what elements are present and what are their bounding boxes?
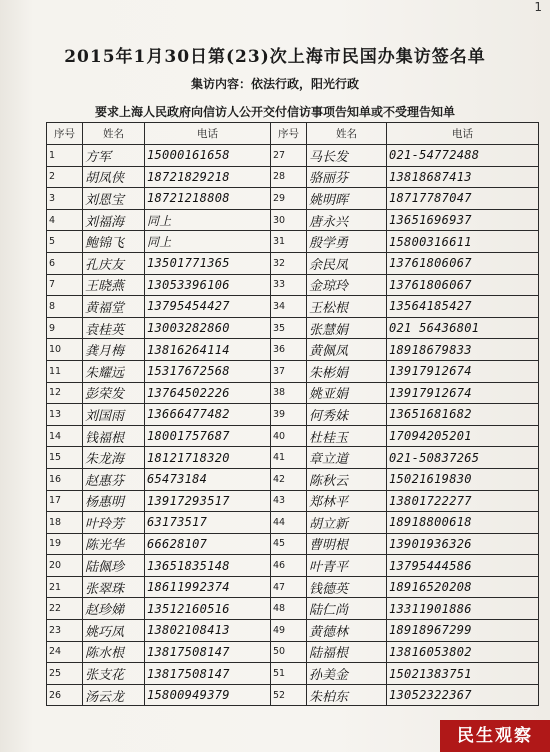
table-row [47,447,539,469]
name-cell: 陈秋云 [307,468,387,490]
name-cell: 胡立新 [307,512,387,534]
name-cell: 陆福根 [307,641,387,663]
name-cell: 姚巧凤 [83,620,145,642]
seq-cell: 30 [271,209,307,231]
table-row [47,231,539,253]
name-cell: 孙美金 [307,663,387,685]
phone-cell: 13053396106 [145,274,271,296]
phone-cell: 13917293517 [145,490,271,512]
name-cell: 王松根 [307,296,387,318]
name-cell: 杨惠明 [83,490,145,512]
seq-cell: 28 [271,166,307,188]
phone-cell: 18611992374 [145,576,271,598]
name-cell: 张翠珠 [83,576,145,598]
seq-cell: 47 [271,576,307,598]
name-cell: 赵惠芬 [83,468,145,490]
seq-cell: 38 [271,382,307,404]
document-subtitle: 集访内容：依法行政，阳光行政 [190,77,359,91]
phone-cell: 13651835148 [145,555,271,577]
column-header-phone-2: 电话 [387,123,539,145]
name-cell: 杜桂玉 [307,425,387,447]
phone-cell: 13817508147 [145,641,271,663]
name-cell: 袁桂英 [83,317,145,339]
table-row [47,274,539,296]
seq-cell: 40 [271,425,307,447]
seq-cell: 25 [47,663,83,685]
seq-cell: 51 [271,663,307,685]
name-cell: 朱柏东 [307,684,387,706]
phone-cell: 13917912674 [387,382,539,404]
table-row [47,663,539,685]
phone-cell: 13795444586 [387,555,539,577]
seq-cell: 8 [47,296,83,318]
phone-cell: 13512160516 [145,598,271,620]
name-cell: 何秀妹 [307,404,387,426]
phone-cell: 13816053802 [387,641,539,663]
seq-cell: 12 [47,382,83,404]
name-cell: 叶青平 [307,555,387,577]
phone-cell: 18121718320 [145,447,271,469]
phone-cell: 13052322367 [387,684,539,706]
table-row [47,404,539,426]
seq-cell: 4 [47,209,83,231]
table-header-row [47,123,539,145]
name-cell: 张支花 [83,663,145,685]
phone-cell: 15021619830 [387,468,539,490]
seq-cell: 34 [271,296,307,318]
name-cell: 骆丽芬 [307,166,387,188]
name-cell: 刘国雨 [83,404,145,426]
seq-cell: 49 [271,620,307,642]
phone-cell: 18918967299 [387,620,539,642]
name-cell: 赵珍娣 [83,598,145,620]
seq-cell: 35 [271,317,307,339]
phone-cell: 13564185427 [387,296,539,318]
phone-cell: 65473184 [145,468,271,490]
name-cell: 刘恩宝 [83,188,145,210]
seq-cell: 50 [271,641,307,663]
seq-cell: 26 [47,684,83,706]
column-header-seq: 序号 [47,123,83,145]
seq-cell: 43 [271,490,307,512]
name-cell: 马长发 [307,145,387,167]
name-cell: 余民凤 [307,252,387,274]
name-cell: 殷学勇 [307,231,387,253]
phone-cell: 021 56436801 [387,317,539,339]
name-cell: 金琼玲 [307,274,387,296]
table-row [47,166,539,188]
seq-cell: 21 [47,576,83,598]
name-cell: 黄佩凤 [307,339,387,361]
watermark-logo: 民生观察 [440,720,550,752]
seq-cell: 33 [271,274,307,296]
table-row [47,425,539,447]
phone-cell: 13761806067 [387,274,539,296]
name-cell: 刘福海 [83,209,145,231]
phone-cell: 13795454427 [145,296,271,318]
seq-cell: 5 [47,231,83,253]
name-cell: 陈光华 [83,533,145,555]
table-row [47,555,539,577]
name-cell: 朱耀远 [83,360,145,382]
name-cell: 陈水根 [83,641,145,663]
table-row [47,468,539,490]
seq-cell: 27 [271,145,307,167]
seq-cell: 3 [47,188,83,210]
seq-cell: 37 [271,360,307,382]
seq-cell: 22 [47,598,83,620]
table-row [47,360,539,382]
phone-cell: 15021383751 [387,663,539,685]
table-row [47,382,539,404]
name-cell: 叶玲芳 [83,512,145,534]
seq-cell: 2 [47,166,83,188]
phone-cell: 18721829218 [145,166,271,188]
phone-cell: 15800316611 [387,231,539,253]
seq-cell: 9 [47,317,83,339]
phone-cell: 13817508147 [145,663,271,685]
seq-cell: 20 [47,555,83,577]
phone-cell: 同上 [145,209,271,231]
table-row [47,641,539,663]
seq-cell: 52 [271,684,307,706]
seq-cell: 29 [271,188,307,210]
seq-cell: 14 [47,425,83,447]
phone-cell: 18001757687 [145,425,271,447]
table-row [47,296,539,318]
table-row [47,252,539,274]
name-cell: 朱龙海 [83,447,145,469]
seq-cell: 15 [47,447,83,469]
name-cell: 陆佩珍 [83,555,145,577]
seq-cell: 48 [271,598,307,620]
phone-cell: 13311901886 [387,598,539,620]
seq-cell: 16 [47,468,83,490]
phone-cell: 13802108413 [145,620,271,642]
name-cell: 鲍锦飞 [83,231,145,253]
phone-cell: 13801722277 [387,490,539,512]
name-cell: 姚亚娟 [307,382,387,404]
seq-cell: 42 [271,468,307,490]
seq-cell: 45 [271,533,307,555]
table-row [47,490,539,512]
name-cell: 曹明根 [307,533,387,555]
table-row [47,576,539,598]
document-title: 2015年1月30日第(23)次上海市民国办集访签名单 [64,47,486,67]
seq-cell: 7 [47,274,83,296]
phone-cell: 18916520208 [387,576,539,598]
phone-cell: 13901936326 [387,533,539,555]
phone-cell: 13764502226 [145,382,271,404]
name-cell: 陆仁尚 [307,598,387,620]
table-row [47,620,539,642]
phone-cell: 13651696937 [387,209,539,231]
seq-cell: 18 [47,512,83,534]
table-row [47,339,539,361]
phone-cell: 66628107 [145,533,271,555]
seq-cell: 6 [47,252,83,274]
column-header-name-2: 姓名 [307,123,387,145]
phone-cell: 13003282860 [145,317,271,339]
seq-cell: 46 [271,555,307,577]
seq-cell: 41 [271,447,307,469]
name-cell: 朱彬娟 [307,360,387,382]
phone-cell: 15000161658 [145,145,271,167]
column-header-seq-2: 序号 [271,123,307,145]
phone-cell: 13818687413 [387,166,539,188]
table-row [47,317,539,339]
name-cell: 汤云龙 [83,684,145,706]
seq-cell: 1 [47,145,83,167]
phone-cell: 13501771365 [145,252,271,274]
name-cell: 黄德林 [307,620,387,642]
seq-cell: 24 [47,641,83,663]
seq-cell: 32 [271,252,307,274]
document-notice: 要求上海人民政府向信访人公开交付信访事项告知单或不受理告知单 [94,105,455,119]
name-cell: 张慧娟 [307,317,387,339]
phone-cell: 13917912674 [387,360,539,382]
name-cell: 胡凤侠 [83,166,145,188]
phone-cell: 021-54772488 [387,145,539,167]
name-cell: 钱福根 [83,425,145,447]
name-cell: 章立道 [307,447,387,469]
seq-cell: 36 [271,339,307,361]
phone-cell: 17094205201 [387,425,539,447]
name-cell: 钱德英 [307,576,387,598]
name-cell: 唐永兴 [307,209,387,231]
name-cell: 郑林平 [307,490,387,512]
phone-cell: 13761806067 [387,252,539,274]
seq-cell: 10 [47,339,83,361]
table-row [47,209,539,231]
phone-cell: 18721218808 [145,188,271,210]
phone-cell: 同上 [145,231,271,253]
seq-cell: 17 [47,490,83,512]
name-cell: 姚明晖 [307,188,387,210]
phone-cell: 63173517 [145,512,271,534]
phone-cell: 13816264114 [145,339,271,361]
page-corner-mark: 1 [534,0,542,14]
name-cell: 龚月梅 [83,339,145,361]
phone-cell: 18717787047 [387,188,539,210]
table-row [47,188,539,210]
seq-cell: 13 [47,404,83,426]
name-cell: 孔庆友 [83,252,145,274]
phone-cell: 18918800618 [387,512,539,534]
seq-cell: 39 [271,404,307,426]
phone-cell: 15800949379 [145,684,271,706]
table-row [47,512,539,534]
table-row [47,684,539,706]
phone-cell: 15317672568 [145,360,271,382]
column-header-phone: 电话 [145,123,271,145]
phone-cell: 13666477482 [145,404,271,426]
seq-cell: 31 [271,231,307,253]
seq-cell: 19 [47,533,83,555]
phone-cell: 18918679833 [387,339,539,361]
name-cell: 彭荣发 [83,382,145,404]
phone-cell: 021-50837265 [387,447,539,469]
table-row [47,533,539,555]
name-cell: 黄福堂 [83,296,145,318]
seq-cell: 44 [271,512,307,534]
signature-table [46,122,539,706]
phone-cell: 13651681682 [387,404,539,426]
table-row [47,598,539,620]
seq-cell: 11 [47,360,83,382]
seq-cell: 23 [47,620,83,642]
column-header-name: 姓名 [83,123,145,145]
name-cell: 方军 [83,145,145,167]
name-cell: 王晓燕 [83,274,145,296]
table-row [47,145,539,167]
